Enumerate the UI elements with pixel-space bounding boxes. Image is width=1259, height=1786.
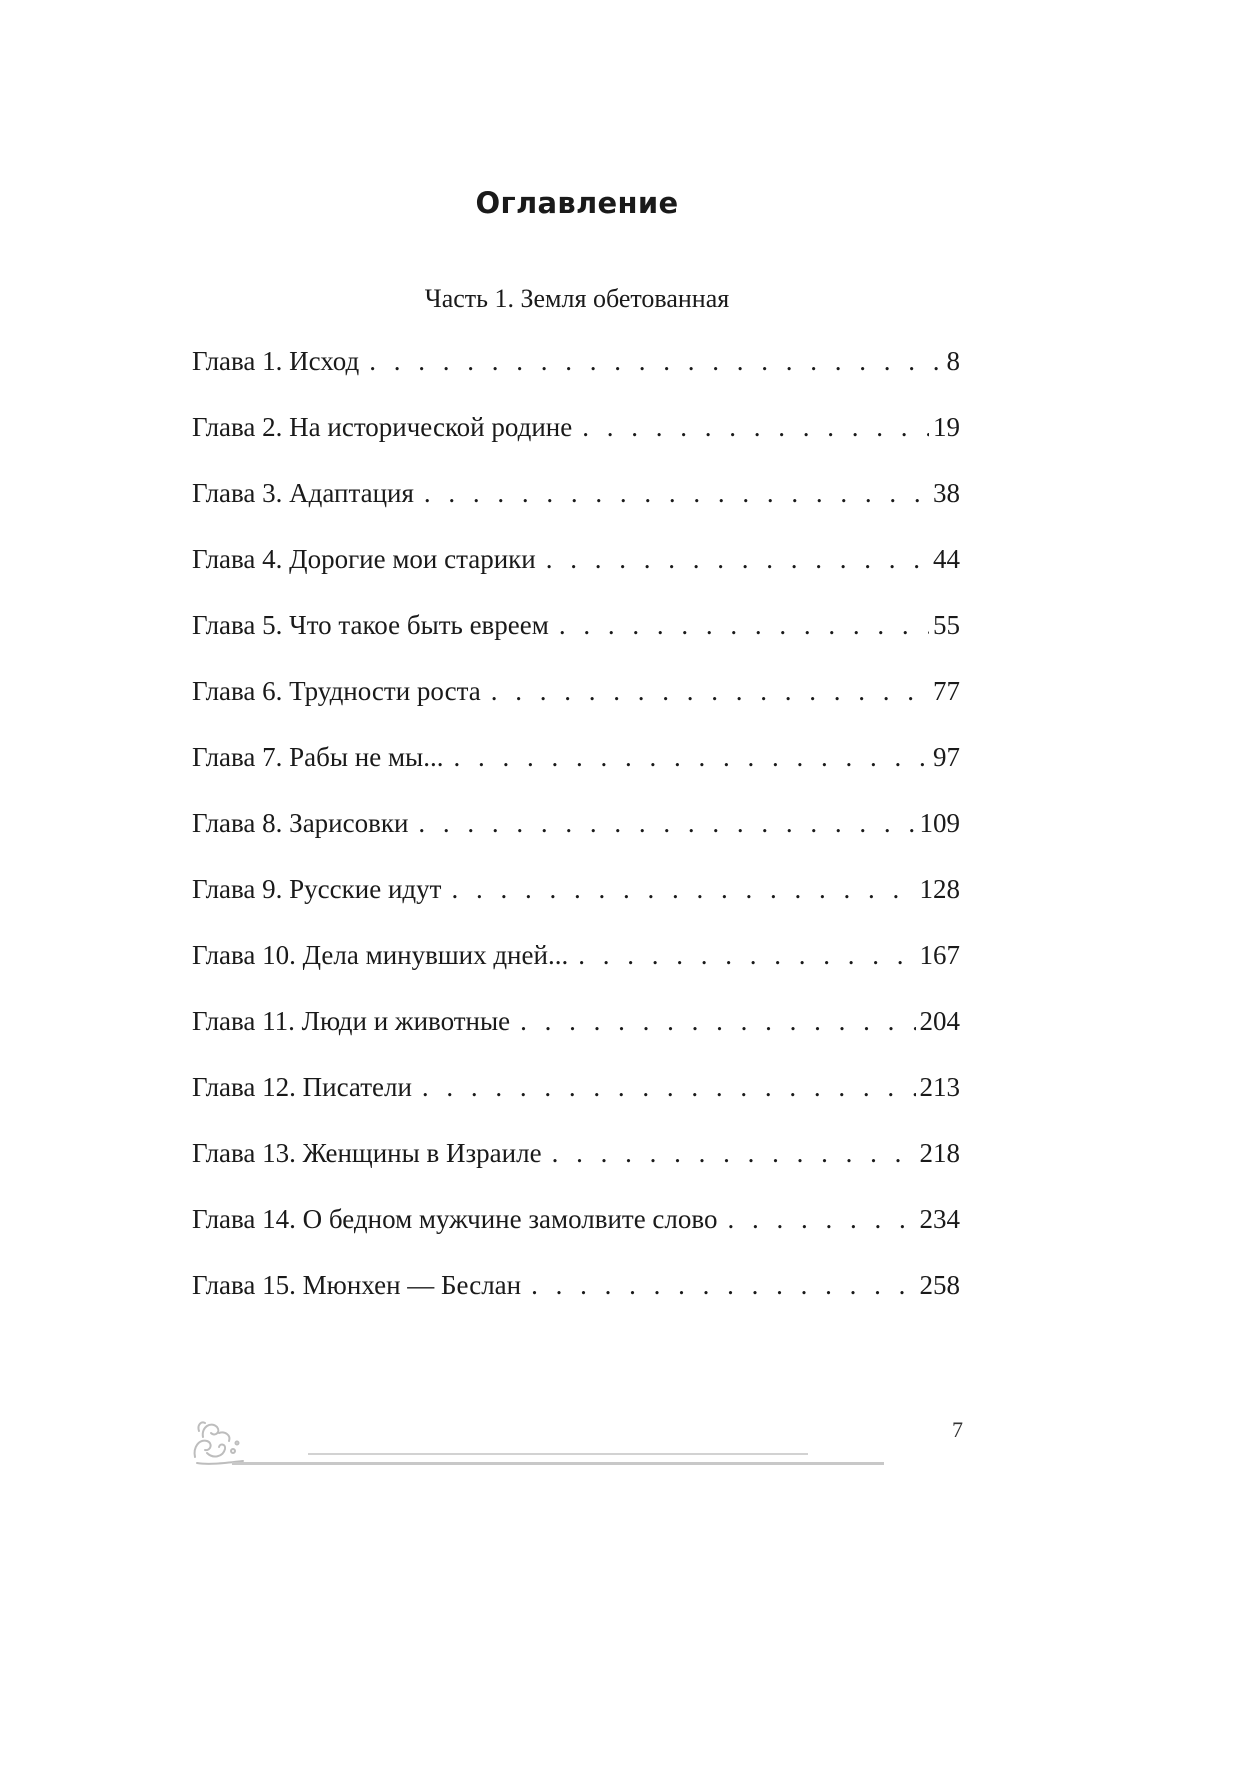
floral-ornament-icon	[189, 1413, 245, 1467]
chapter-page-number: 55	[933, 610, 960, 640]
chapter-title: Глава 9. Русские идут	[192, 874, 442, 904]
toc-entry	[192, 478, 960, 544]
table-of-contents	[192, 346, 960, 1336]
chapter-title: Глава 2. На исторической родине	[192, 412, 573, 442]
chapter-title: Глава 3. Адаптация	[192, 478, 414, 508]
dot-leader	[552, 1138, 916, 1169]
dot-leader	[491, 676, 929, 707]
page-title: Оглавление	[475, 186, 679, 220]
chapter-title: Глава 10. Дела минувших дней...	[192, 940, 569, 970]
toc-entry	[192, 742, 960, 808]
dot-leader	[727, 1204, 915, 1235]
dot-leader	[582, 412, 929, 443]
chapter-page-number: 44	[933, 544, 960, 574]
chapter-page-number: 8	[946, 346, 960, 376]
chapter-title: Глава 15. Мюнхен — Беслан	[192, 1270, 522, 1300]
dot-leader	[531, 1270, 915, 1301]
chapter-title: Глава 6. Трудности роста	[192, 676, 481, 706]
dot-leader	[422, 1072, 916, 1103]
chapter-page-number: 213	[919, 1072, 960, 1102]
toc-entry	[192, 544, 960, 610]
dot-leader	[418, 808, 915, 839]
dot-leader	[453, 742, 929, 773]
dot-leader	[578, 940, 915, 971]
chapter-page-number: 38	[933, 478, 960, 508]
chapter-title: Глава 4. Дорогие мои старики	[192, 544, 536, 574]
toc-entry	[192, 1006, 960, 1072]
chapter-page-number: 77	[933, 676, 960, 706]
page-number: 7	[952, 1417, 963, 1442]
toc-entry	[192, 1204, 960, 1270]
toc-entry	[192, 346, 960, 412]
toc-entry	[192, 1270, 960, 1336]
toc-entry	[192, 676, 960, 742]
chapter-title: Глава 7. Рабы не мы...	[192, 742, 444, 772]
chapter-title: Глава 13. Женщины в Израиле	[192, 1138, 542, 1168]
toc-entry	[192, 874, 960, 940]
chapter-page-number: 97	[933, 742, 960, 772]
toc-entry	[192, 412, 960, 478]
dot-leader	[369, 346, 942, 377]
part-heading: Часть 1. Земля обетованная	[424, 284, 730, 313]
dot-leader	[424, 478, 929, 509]
chapter-page-number: 258	[919, 1270, 960, 1300]
chapter-page-number: 218	[919, 1138, 960, 1168]
toc-entry	[192, 808, 960, 874]
dot-leader	[546, 544, 929, 575]
footer-rule-short	[308, 1453, 808, 1455]
toc-entry	[192, 1138, 960, 1204]
chapter-page-number: 19	[933, 412, 960, 442]
chapter-title: Глава 11. Люди и животные	[192, 1006, 511, 1036]
chapter-title: Глава 12. Писатели	[192, 1072, 412, 1102]
dot-leader	[451, 874, 915, 905]
toc-entry	[192, 1072, 960, 1138]
chapter-title: Глава 14. О бедном мужчине замолвите слово	[192, 1204, 718, 1234]
chapter-title: Глава 8. Зарисовки	[192, 808, 409, 838]
chapter-page-number: 167	[919, 940, 960, 970]
chapter-page-number: 234	[919, 1204, 960, 1234]
chapter-title: Глава 1. Исход	[192, 346, 360, 376]
chapter-page-number: 128	[919, 874, 960, 904]
chapter-title: Глава 5. Что такое быть евреем	[192, 610, 549, 640]
toc-entry	[192, 610, 960, 676]
dot-leader	[559, 610, 929, 641]
toc-entry	[192, 940, 960, 1006]
chapter-page-number: 204	[919, 1006, 960, 1036]
footer-rule-long	[232, 1462, 884, 1465]
dot-leader	[520, 1006, 915, 1037]
chapter-page-number: 109	[919, 808, 960, 838]
